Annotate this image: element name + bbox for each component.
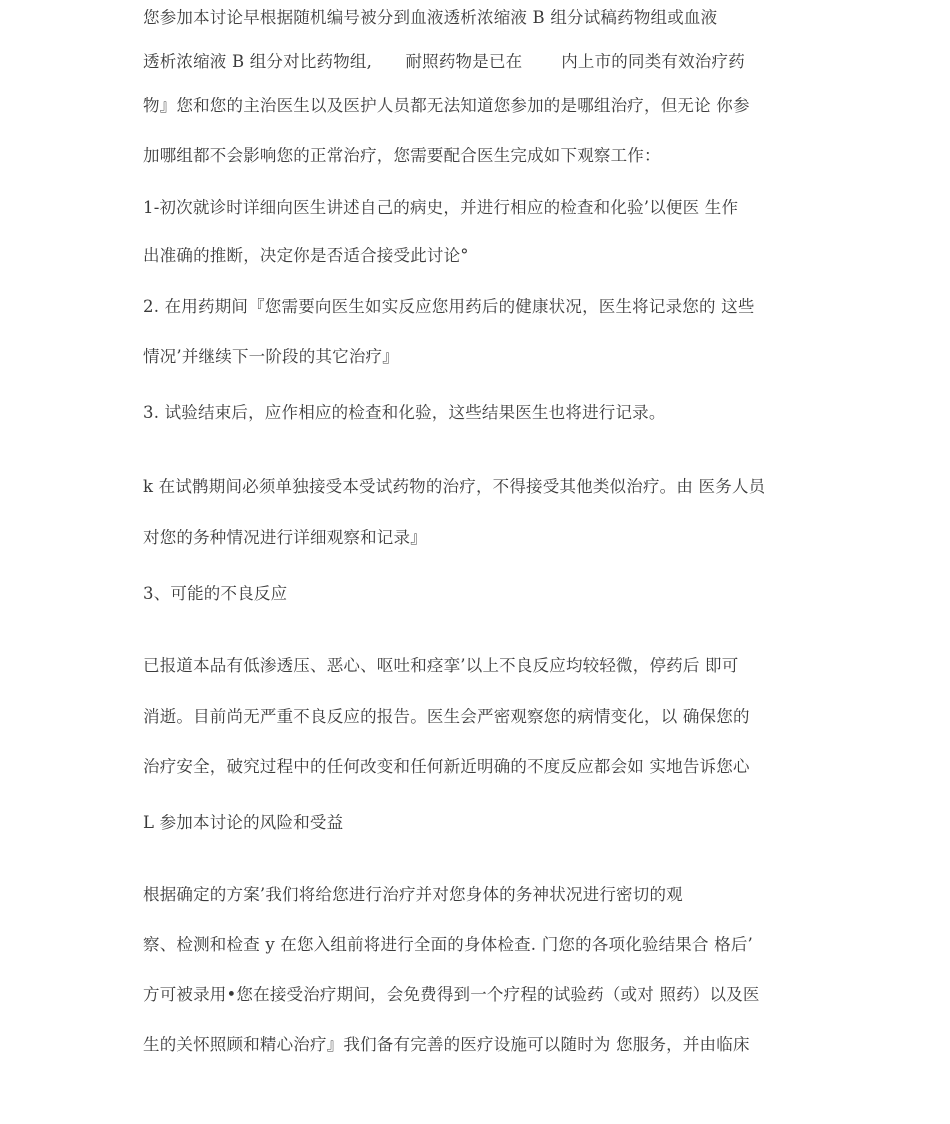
text-line: 加哪组都不会影响您的正常治疗，您需要配合医生完成如下观察工作： (143, 146, 661, 165)
text-line: 对您的务种情况进行详细观察和记录』 (143, 528, 427, 547)
text-line: 方可被录用•您在接受治疗期间，会免费得到一个疗程的试验药（或对 照药）以及医 (143, 985, 760, 1004)
section-heading: L 参加本讨论的风险和受益 (143, 813, 344, 832)
text-line: 治疗安全，破究过程中的任何改变和任何新近明确的不度反应都会如 实地告诉您心 (143, 757, 750, 776)
text-line: 察、检测和检查 y 在您入组前将进行全面的身体检查. 门您的各项化验结果合 格后’ (143, 935, 753, 954)
text-line: k 在试鹘期间必须单独接受本受试药物的治疗，不得接受其他类似治疗。由 医务人员 (143, 477, 766, 496)
text-line: 已报道本品有低渗透压、恶心、呕吐和痉挛’以上不良反应均较轻微，停药后 即可 (143, 656, 739, 675)
text-line: 3. 试验结束后，应作相应的检查和化验，这些结果医生也将进行记录。 (143, 403, 666, 422)
text-line: 消逝。目前尚无严重不良反应的报告。医生会严密观察您的病情变化，以 确保您的 (143, 707, 750, 726)
text-line: 2. 在用药期间『您需要向医生如实反应您用药后的健康状况，医生将记录您的 这些 (143, 297, 755, 316)
text-line: 透析浓缩液 B 组分对比药物组, 耐照药物是已在 内上市的同类有效治疗药 (143, 52, 745, 71)
text-line: 物』您和您的主治医生以及医护人员都无法知道您参加的是哪组治疗，但无论 你参 (143, 96, 750, 115)
text-line: 生的关怀照顾和精心治疗』我们备有完善的医疗设施可以随时为 您服务，并由临床 (143, 1035, 750, 1054)
text-line: 出准确的推断，决定你是否适合接受此讨论° (143, 246, 469, 265)
section-heading: 3、可能的不良反应 (143, 584, 288, 603)
text-line: 根据确定的方案’我们将给您进行治疗并对您身体的务神状况进行密切的观 (143, 885, 683, 904)
text-line: 您参加本讨论早根据随机编号被分到血液透析浓缩液 B 组分试稿药物组或血液 (143, 8, 718, 27)
text-line: 1-初次就诊时详细向医生讲述自己的病史，并进行相应的检查和化验’以便医 生作 (143, 198, 739, 217)
text-line: 情况’并继续下一阶段的其它治疗』 (143, 347, 399, 366)
